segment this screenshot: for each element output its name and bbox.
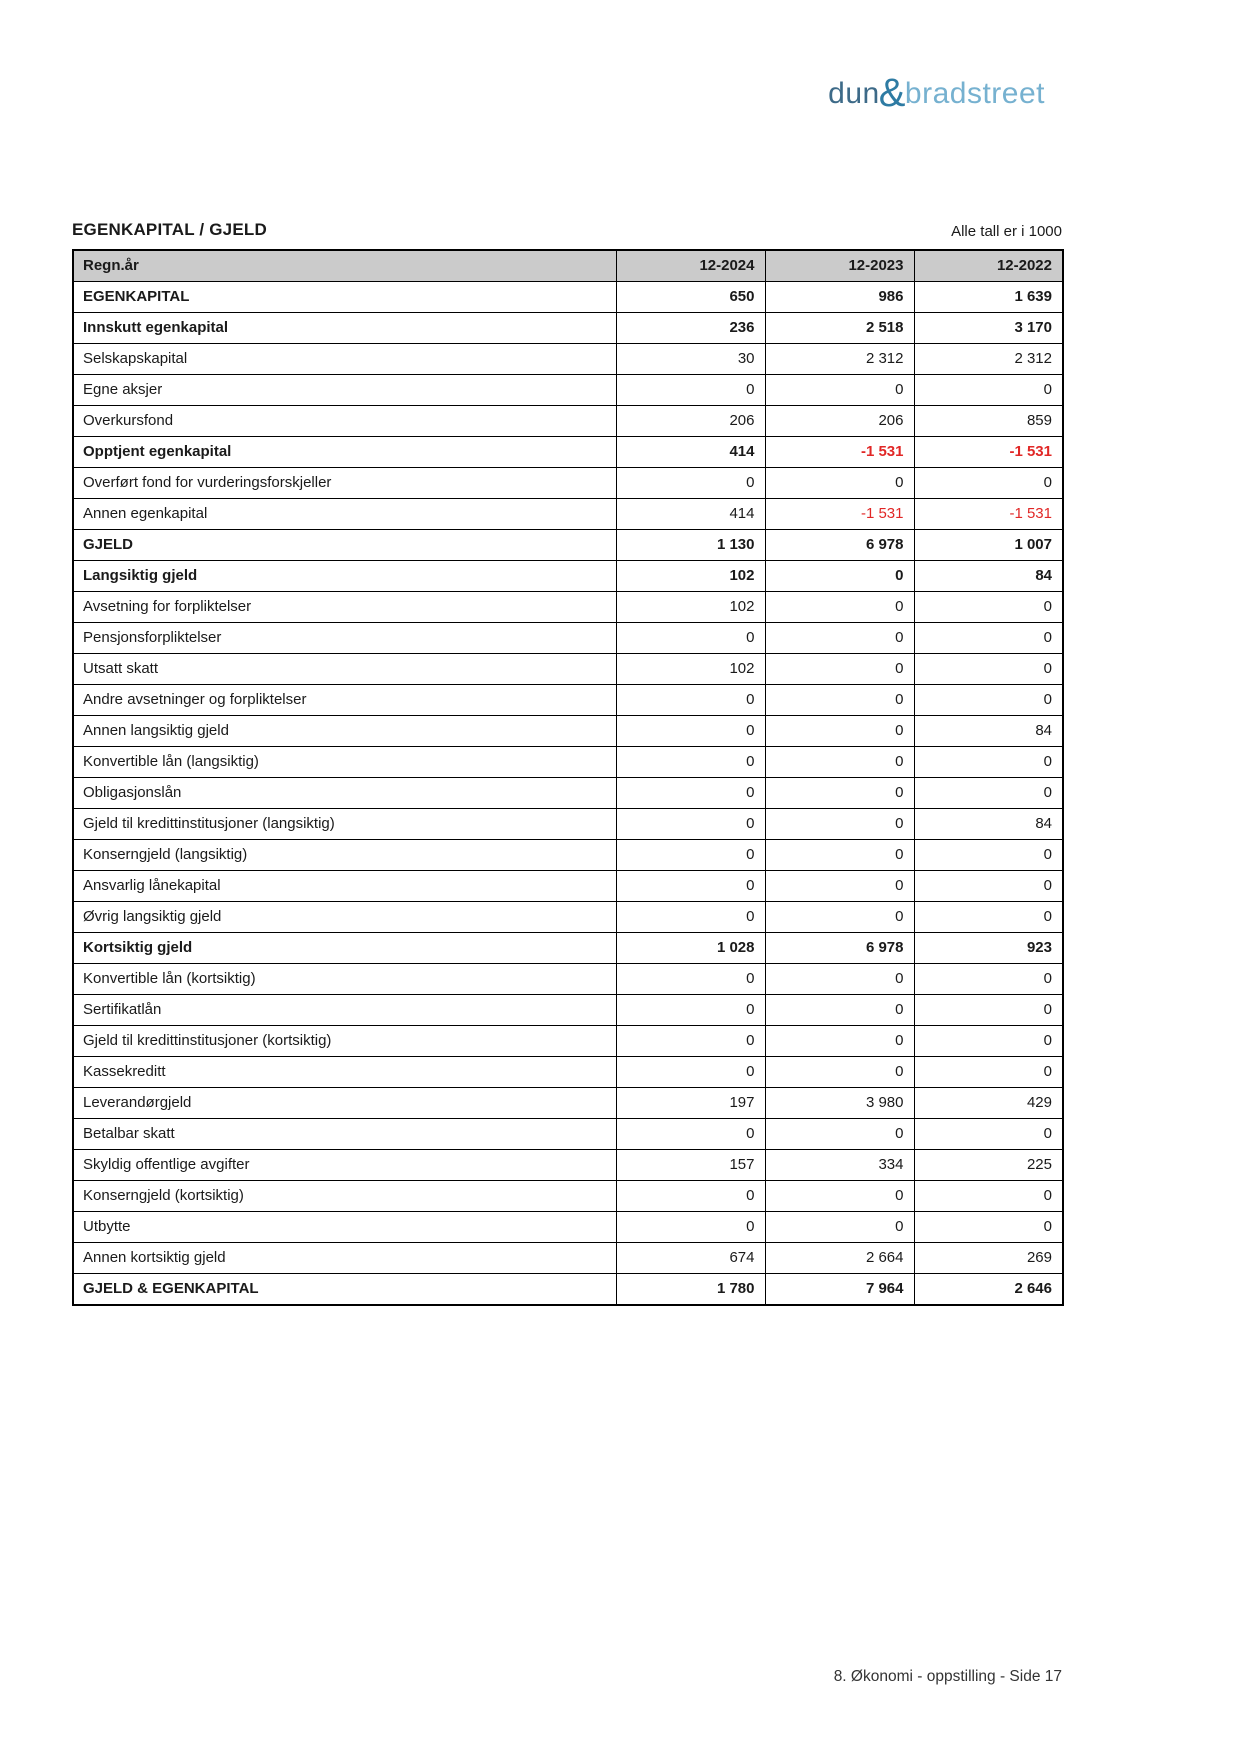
title-row <box>72 220 1062 240</box>
value-cell: 0 <box>914 468 1063 499</box>
value-cell: 859 <box>914 406 1063 437</box>
table-row <box>73 1212 1063 1243</box>
table-row <box>73 1274 1063 1306</box>
row-label: Annen langsiktig gjeld <box>73 716 616 747</box>
table-row <box>73 902 1063 933</box>
value-cell: 0 <box>914 623 1063 654</box>
value-cell: 674 <box>616 1243 765 1274</box>
value-cell: 0 <box>765 995 914 1026</box>
value-cell: -1 531 <box>765 499 914 530</box>
value-cell: 0 <box>616 778 765 809</box>
value-cell: 0 <box>616 871 765 902</box>
value-cell: -1 531 <box>914 437 1063 468</box>
row-label: Andre avsetninger og forpliktelser <box>73 685 616 716</box>
value-cell: 84 <box>914 716 1063 747</box>
value-cell: 0 <box>765 1212 914 1243</box>
row-label: Overkursfond <box>73 406 616 437</box>
value-cell: 102 <box>616 592 765 623</box>
value-cell: 0 <box>914 1119 1063 1150</box>
value-cell: 6 978 <box>765 933 914 964</box>
value-cell: 236 <box>616 313 765 344</box>
value-cell: 0 <box>765 778 914 809</box>
value-cell: 0 <box>765 716 914 747</box>
value-cell: 0 <box>765 623 914 654</box>
value-cell: 2 646 <box>914 1274 1063 1306</box>
units-note: Alle tall er i 1000 <box>951 223 1062 240</box>
header-regnaar: Regn.år <box>73 250 616 282</box>
value-cell: 0 <box>765 1119 914 1150</box>
value-cell: 7 964 <box>765 1274 914 1306</box>
table-row <box>73 592 1063 623</box>
table-row <box>73 1119 1063 1150</box>
value-cell: 0 <box>914 654 1063 685</box>
value-cell: 2 664 <box>765 1243 914 1274</box>
table-row <box>73 1181 1063 1212</box>
value-cell: 0 <box>765 468 914 499</box>
table-row <box>73 995 1063 1026</box>
table-row <box>73 468 1063 499</box>
value-cell: 1 007 <box>914 530 1063 561</box>
row-label: Sertifikatlån <box>73 995 616 1026</box>
value-cell: 206 <box>616 406 765 437</box>
table-row <box>73 1026 1063 1057</box>
value-cell: 0 <box>616 1181 765 1212</box>
equity-debt-table <box>72 249 1064 1306</box>
row-label: Egne aksjer <box>73 375 616 406</box>
value-cell: 0 <box>765 685 914 716</box>
value-cell: 1 028 <box>616 933 765 964</box>
value-cell: 0 <box>616 1057 765 1088</box>
value-cell: 30 <box>616 344 765 375</box>
value-cell: 0 <box>616 995 765 1026</box>
table-row <box>73 313 1063 344</box>
table-row <box>73 1150 1063 1181</box>
value-cell: 0 <box>765 592 914 623</box>
value-cell: 0 <box>616 747 765 778</box>
value-cell: 0 <box>616 840 765 871</box>
value-cell: 0 <box>616 716 765 747</box>
row-label: Kassekreditt <box>73 1057 616 1088</box>
table-row <box>73 1057 1063 1088</box>
value-cell: 0 <box>616 964 765 995</box>
value-cell: 0 <box>765 561 914 592</box>
value-cell: 0 <box>914 1057 1063 1088</box>
value-cell: 429 <box>914 1088 1063 1119</box>
logo-text-bradstreet: bradstreet <box>904 77 1045 110</box>
dun-bradstreet-logo <box>828 70 1045 115</box>
value-cell: 0 <box>616 1026 765 1057</box>
value-cell: 0 <box>914 778 1063 809</box>
value-cell: 0 <box>914 685 1063 716</box>
value-cell: 0 <box>914 1026 1063 1057</box>
value-cell: 3 170 <box>914 313 1063 344</box>
table-row <box>73 747 1063 778</box>
value-cell: 0 <box>914 1181 1063 1212</box>
value-cell: 157 <box>616 1150 765 1181</box>
value-cell: 0 <box>914 747 1063 778</box>
value-cell: 414 <box>616 499 765 530</box>
row-label: Konvertible lån (langsiktig) <box>73 747 616 778</box>
logo-text-dun: dun <box>828 77 880 110</box>
value-cell: 0 <box>765 1057 914 1088</box>
value-cell: 2 312 <box>765 344 914 375</box>
row-label: Obligasjonslån <box>73 778 616 809</box>
value-cell: 102 <box>616 654 765 685</box>
table-row <box>73 406 1063 437</box>
value-cell: 0 <box>765 964 914 995</box>
row-label: Konserngjeld (langsiktig) <box>73 840 616 871</box>
table-row <box>73 1088 1063 1119</box>
value-cell: 0 <box>914 902 1063 933</box>
value-cell: 102 <box>616 561 765 592</box>
row-label: GJELD <box>73 530 616 561</box>
value-cell: 0 <box>765 747 914 778</box>
table-header-row <box>73 250 1063 282</box>
table-row <box>73 685 1063 716</box>
row-label: Pensjonsforpliktelser <box>73 623 616 654</box>
table-row <box>73 778 1063 809</box>
footer-text: 8. Økonomi - oppstilling - Side 17 <box>833 1668 1062 1685</box>
row-label: Betalbar skatt <box>73 1119 616 1150</box>
row-label: Skyldig offentlige avgifter <box>73 1150 616 1181</box>
value-cell: 0 <box>914 995 1063 1026</box>
value-cell: 0 <box>765 902 914 933</box>
row-label: Annen egenkapital <box>73 499 616 530</box>
table-row <box>73 871 1063 902</box>
row-label: Konserngjeld (kortsiktig) <box>73 1181 616 1212</box>
section-title: EGENKAPITAL / GJELD <box>72 220 267 239</box>
value-cell: 0 <box>765 1026 914 1057</box>
value-cell: 269 <box>914 1243 1063 1274</box>
value-cell: 1 780 <box>616 1274 765 1306</box>
row-label: Utsatt skatt <box>73 654 616 685</box>
row-label: Leverandørgjeld <box>73 1088 616 1119</box>
value-cell: 923 <box>914 933 1063 964</box>
ampersand-icon: & <box>878 71 906 115</box>
value-cell: 0 <box>616 623 765 654</box>
row-label: Overført fond for vurderingsforskjeller <box>73 468 616 499</box>
row-label: Annen kortsiktig gjeld <box>73 1243 616 1274</box>
table-row <box>73 964 1063 995</box>
value-cell: 0 <box>765 809 914 840</box>
value-cell: -1 531 <box>914 499 1063 530</box>
value-cell: 2 518 <box>765 313 914 344</box>
row-label: Innskutt egenkapital <box>73 313 616 344</box>
row-label: EGENKAPITAL <box>73 282 616 313</box>
value-cell: 84 <box>914 561 1063 592</box>
row-label: Ansvarlig lånekapital <box>73 871 616 902</box>
value-cell: 0 <box>616 809 765 840</box>
table-row <box>73 282 1063 313</box>
value-cell: 0 <box>616 1119 765 1150</box>
table-row <box>73 1243 1063 1274</box>
value-cell: 0 <box>914 871 1063 902</box>
table-row <box>73 530 1063 561</box>
row-label: Konvertible lån (kortsiktig) <box>73 964 616 995</box>
page-footer <box>834 1668 1062 1686</box>
value-cell: 414 <box>616 437 765 468</box>
value-cell: 0 <box>765 871 914 902</box>
value-cell: 6 978 <box>765 530 914 561</box>
table-row <box>73 561 1063 592</box>
value-cell: -1 531 <box>765 437 914 468</box>
value-cell: 0 <box>765 375 914 406</box>
value-cell: 3 980 <box>765 1088 914 1119</box>
value-cell: 0 <box>765 654 914 685</box>
table-row <box>73 375 1063 406</box>
report-content <box>72 220 1062 1306</box>
table-row <box>73 809 1063 840</box>
row-label: Opptjent egenkapital <box>73 437 616 468</box>
value-cell: 1 130 <box>616 530 765 561</box>
row-label: Langsiktig gjeld <box>73 561 616 592</box>
value-cell: 986 <box>765 282 914 313</box>
value-cell: 334 <box>765 1150 914 1181</box>
value-cell: 0 <box>616 1212 765 1243</box>
value-cell: 0 <box>616 685 765 716</box>
header-year-12-2023: 12-2023 <box>765 250 914 282</box>
value-cell: 0 <box>914 592 1063 623</box>
value-cell: 0 <box>914 1212 1063 1243</box>
header-year-12-2024: 12-2024 <box>616 250 765 282</box>
table-row <box>73 499 1063 530</box>
table-row <box>73 437 1063 468</box>
value-cell: 0 <box>914 964 1063 995</box>
value-cell: 0 <box>616 902 765 933</box>
row-label: Selskapskapital <box>73 344 616 375</box>
row-label: Gjeld til kredittinstitusjoner (kortsiktig) <box>73 1026 616 1057</box>
table-row <box>73 344 1063 375</box>
row-label: Avsetning for forpliktelser <box>73 592 616 623</box>
row-label: Øvrig langsiktig gjeld <box>73 902 616 933</box>
row-label: GJELD & EGENKAPITAL <box>73 1274 616 1306</box>
table-row <box>73 623 1063 654</box>
table-row <box>73 840 1063 871</box>
value-cell: 0 <box>914 375 1063 406</box>
header-year-12-2022: 12-2022 <box>914 250 1063 282</box>
table-row <box>73 933 1063 964</box>
value-cell: 206 <box>765 406 914 437</box>
table-row <box>73 654 1063 685</box>
value-cell: 197 <box>616 1088 765 1119</box>
value-cell: 0 <box>616 468 765 499</box>
value-cell: 650 <box>616 282 765 313</box>
row-label: Kortsiktig gjeld <box>73 933 616 964</box>
value-cell: 1 639 <box>914 282 1063 313</box>
value-cell: 2 312 <box>914 344 1063 375</box>
value-cell: 0 <box>765 840 914 871</box>
value-cell: 0 <box>616 375 765 406</box>
value-cell: 84 <box>914 809 1063 840</box>
table-row <box>73 716 1063 747</box>
value-cell: 225 <box>914 1150 1063 1181</box>
value-cell: 0 <box>765 1181 914 1212</box>
row-label: Gjeld til kredittinstitusjoner (langsiktig) <box>73 809 616 840</box>
row-label: Utbytte <box>73 1212 616 1243</box>
value-cell: 0 <box>914 840 1063 871</box>
